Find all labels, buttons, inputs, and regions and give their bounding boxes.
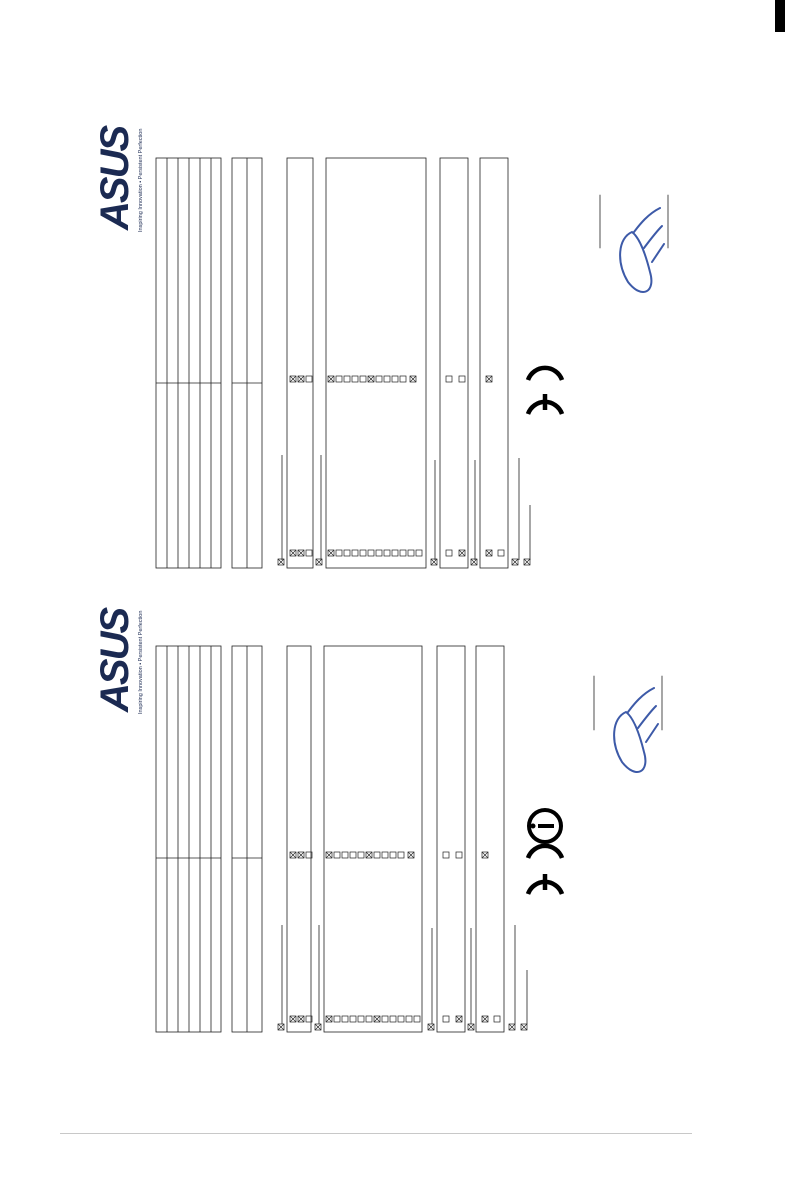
asus-logo-text: ASUS <box>93 608 137 712</box>
checkboxes-upper <box>278 376 530 565</box>
signature <box>600 195 668 292</box>
eu-declaration-lower <box>93 607 662 1032</box>
product-table <box>232 646 262 1032</box>
asus-logo <box>93 125 144 232</box>
directive-box-4 <box>475 158 530 568</box>
address-table <box>156 646 221 1032</box>
asus-logo-text: ASUS <box>93 126 137 230</box>
asus-tagline: Inspiring Innovation • Persistent Perfection <box>138 610 144 714</box>
signature <box>594 676 662 772</box>
asus-logo <box>93 607 144 714</box>
address-table <box>156 158 221 568</box>
directive-box-2 <box>321 158 426 568</box>
directive-box-1 <box>282 158 313 568</box>
ce-mark <box>528 368 562 414</box>
directive-box-2 <box>319 646 422 1032</box>
eu-declaration-upper <box>93 125 668 568</box>
directive-box-3 <box>435 158 468 568</box>
product-table <box>232 158 262 568</box>
directive-box-1 <box>282 646 311 1032</box>
checkboxes-lower <box>278 852 527 1030</box>
ce-mark <box>528 846 562 894</box>
directive-box-4 <box>471 646 527 1032</box>
alert-circle-icon <box>529 810 561 842</box>
directive-box-3 <box>432 646 465 1032</box>
asus-tagline: Inspiring Innovation • Persistent Perfection <box>138 128 144 232</box>
